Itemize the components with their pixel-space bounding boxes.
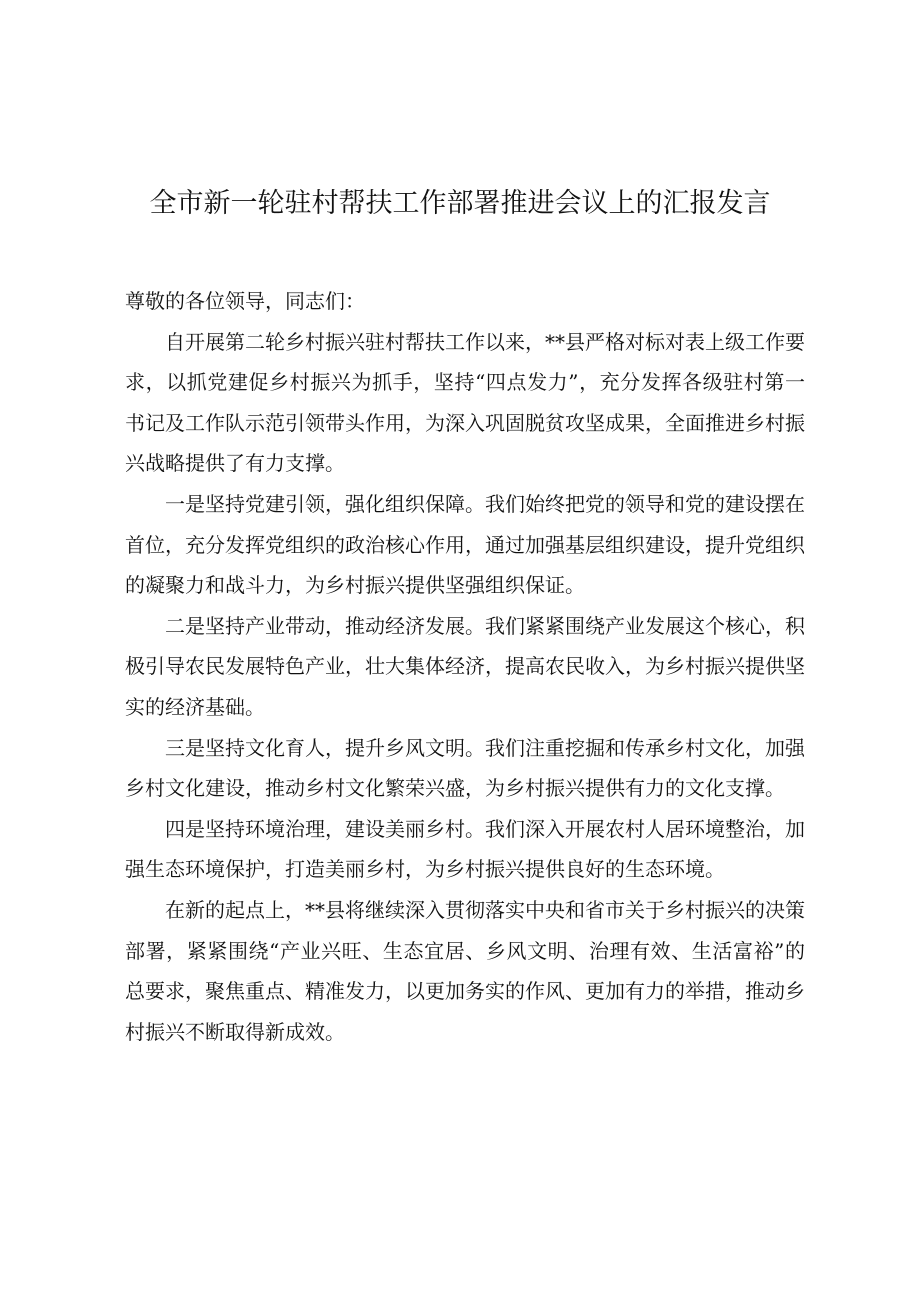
paragraph-point-one: 一是坚持党建引领，强化组织保障。我们始终把党的领导和党的建设摆在首位，充分发挥党组织的政治核心作用，通过加强基层组织建设，提升党组织的凝聚力和战斗力，为乡村振兴提供坚强组织保证。 bbox=[125, 491, 805, 598]
paragraph-conclusion: 在新的起点上，**县将继续深入贯彻落实中央和省市关于乡村振兴的决策部署，紧紧围绕“产业兴旺、生态宜居、乡风文明、治理有效、生活富裕”的总要求，聚焦重点、精准发力，以更加务实的作风、更加有力的举措，推动乡村振兴不断取得新成效。 bbox=[125, 897, 805, 1044]
document-title: 全市新一轮驻村帮扶工作部署推进会议上的汇报发言 bbox=[149, 188, 771, 219]
paragraph-intro: 自开展第二轮乡村振兴驻村帮扶工作以来，**县严格对标对表上级工作要求，以抓党建促乡村振兴为抓手，坚持“四点发力”，充分发挥各级驻村第一书记及工作队示范引领带头作用，为深入巩固脱贫攻坚成果，全面推进乡村振兴战略提供了有力支撑。 bbox=[125, 329, 805, 476]
paragraph-point-four: 四是坚持环境治理，建设美丽乡村。我们深入开展农村人居环境整治，加强生态环境保护，打造美丽乡村，为乡村振兴提供良好的生态环境。 bbox=[125, 816, 805, 882]
document-body bbox=[125, 281, 805, 1052]
paragraph-point-three: 三是坚持文化育人，提升乡风文明。我们注重挖掘和传承乡村文化，加强乡村文化建设，推动乡村文化繁荣兴盛，为乡村振兴提供有力的文化支撑。 bbox=[125, 735, 805, 801]
salutation: 尊敬的各位领导，同志们： bbox=[125, 289, 365, 313]
paragraph-point-two: 二是坚持产业带动，推动经济发展。我们紧紧围绕产业发展这个核心，积极引导农民发展特色产业，壮大集体经济，提高农民收入，为乡村振兴提供坚实的经济基础。 bbox=[125, 613, 805, 719]
